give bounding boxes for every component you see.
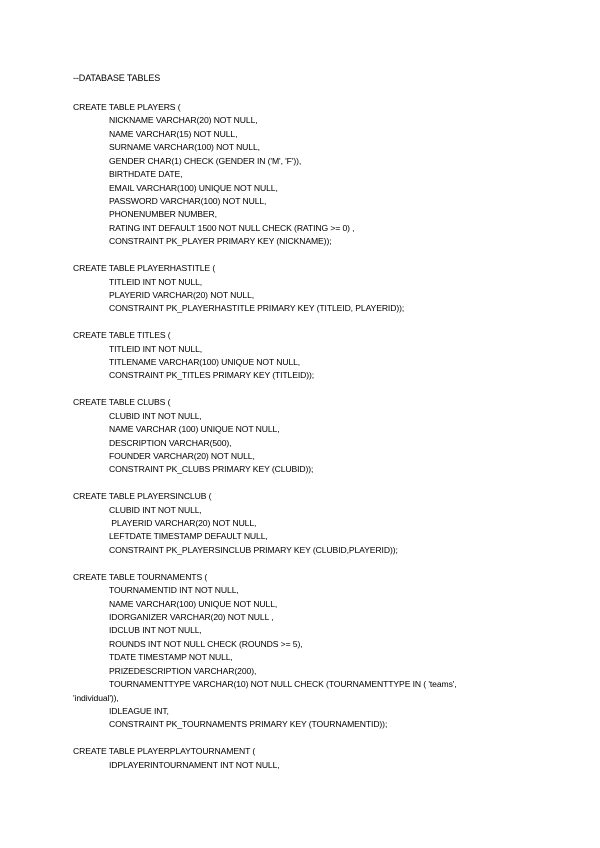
sql-column-line: CONSTRAINT PK_TOURNAMENTS PRIMARY KEY (TOURNAMENTID)); (109, 719, 388, 730)
sql-column-line: GENDER CHAR(1) CHECK (GENDER IN ('M', 'F')), (109, 155, 302, 166)
sql-statement-line: CREATE TABLE PLAYERHASTITLE ( (73, 263, 216, 273)
sql-column-line: CONSTRAINT PK_PLAYERSINCLUB PRIMARY KEY (CLUBID,PLAYERID)); (109, 544, 398, 555)
sql-column-line: BIRTHDATE DATE, (109, 169, 183, 180)
sql-column-line: IDCLUB INT NOT NULL, (109, 625, 202, 636)
sql-column-line: TITLEID INT NOT NULL, (109, 276, 203, 287)
sql-column-line: NAME VARCHAR(100) UNIQUE NOT NULL, (109, 598, 278, 609)
sql-statement-line: CREATE TABLE PLAYERSINCLUB ( (73, 491, 212, 502)
sql-column-line: NICKNAME VARCHAR(20) NOT NULL, (109, 115, 258, 126)
sql-column-line: TOURNAMENTID INT NOT NULL, (109, 585, 239, 596)
document-header: --DATABASE TABLES (73, 73, 161, 83)
sql-column-line: TDATE TIMESTAMP NOT NULL, (109, 652, 233, 663)
sql-column-line: TITLEID INT NOT NULL, (109, 343, 203, 354)
sql-statement-line: CREATE TABLE CLUBS ( (73, 397, 171, 408)
sql-statement-line: CREATE TABLE PLAYERS ( (73, 102, 181, 112)
sql-column-line: ROUNDS INT NOT NULL CHECK (ROUNDS >= 5), (109, 638, 303, 649)
sql-column-line: IDLEAGUE INT, (109, 705, 169, 716)
sql-column-line: PHONENUMBER NUMBER, (109, 209, 217, 220)
sql-column-line: TOURNAMENTTYPE VARCHAR(10) NOT NULL CHECK (TOURNAMENTTYPE IN ( 'teams', (109, 679, 457, 690)
sql-column-line: NAME VARCHAR(15) NOT NULL, (109, 128, 238, 139)
sql-column-line: TITLENAME VARCHAR(100) UNIQUE NOT NULL, (109, 357, 301, 367)
sql-column-line: PASSWORD VARCHAR(100) NOT NULL, (109, 195, 267, 206)
sql-column-line: CLUBID INT NOT NULL, (109, 504, 202, 515)
sql-statement-line: CREATE TABLE TITLES ( (73, 330, 171, 341)
sql-column-line: NAME VARCHAR (100) UNIQUE NOT NULL, (109, 424, 280, 435)
sql-column-line: IDPLAYERINTOURNAMENT INT NOT NULL, (109, 759, 280, 770)
sql-column-line: DESCRIPTION VARCHAR(500), (109, 437, 232, 448)
sql-column-line: CONSTRAINT PK_PLAYER PRIMARY KEY (NICKNAME)); (109, 236, 332, 247)
sql-column-line: EMAIL VARCHAR(100) UNIQUE NOT NULL, (109, 182, 278, 193)
sql-statement-line: 'individual')), (73, 692, 119, 703)
sql-column-line: CONSTRAINT PK_PLAYERHASTITLE PRIMARY KEY (TITLEID, PLAYERID)); (109, 303, 405, 314)
sql-column-line: IDORGANIZER VARCHAR(20) NOT NULL , (109, 612, 274, 622)
sql-column-line: PRIZEDESCRIPTION VARCHAR(200), (109, 665, 257, 676)
sql-statement-line: CREATE TABLE PLAYERPLAYTOURNAMENT ( (73, 746, 256, 757)
sql-column-line: CLUBID INT NOT NULL, (109, 410, 202, 421)
sql-column-line: CONSTRAINT PK_CLUBS PRIMARY KEY (CLUBID)); (109, 464, 314, 475)
sql-statement-line: CREATE TABLE TOURNAMENTS ( (73, 571, 208, 582)
sql-column-line: SURNAME VARCHAR(100) NOT NULL, (109, 142, 260, 153)
sql-column-line: FOUNDER VARCHAR(20) NOT NULL, (109, 450, 255, 461)
sql-column-line: RATING INT DEFAULT 1500 NOT NULL CHECK (RATING >= 0) , (109, 222, 355, 233)
sql-column-line: CONSTRAINT PK_TITLES PRIMARY KEY (TITLEID)); (109, 370, 315, 381)
sql-column-line: PLAYERID VARCHAR(20) NOT NULL, (109, 289, 255, 300)
sql-column-line: LEFTDATE TIMESTAMP DEFAULT NULL, (109, 531, 268, 542)
sql-column-line: PLAYERID VARCHAR(20) NOT NULL, (109, 518, 257, 528)
